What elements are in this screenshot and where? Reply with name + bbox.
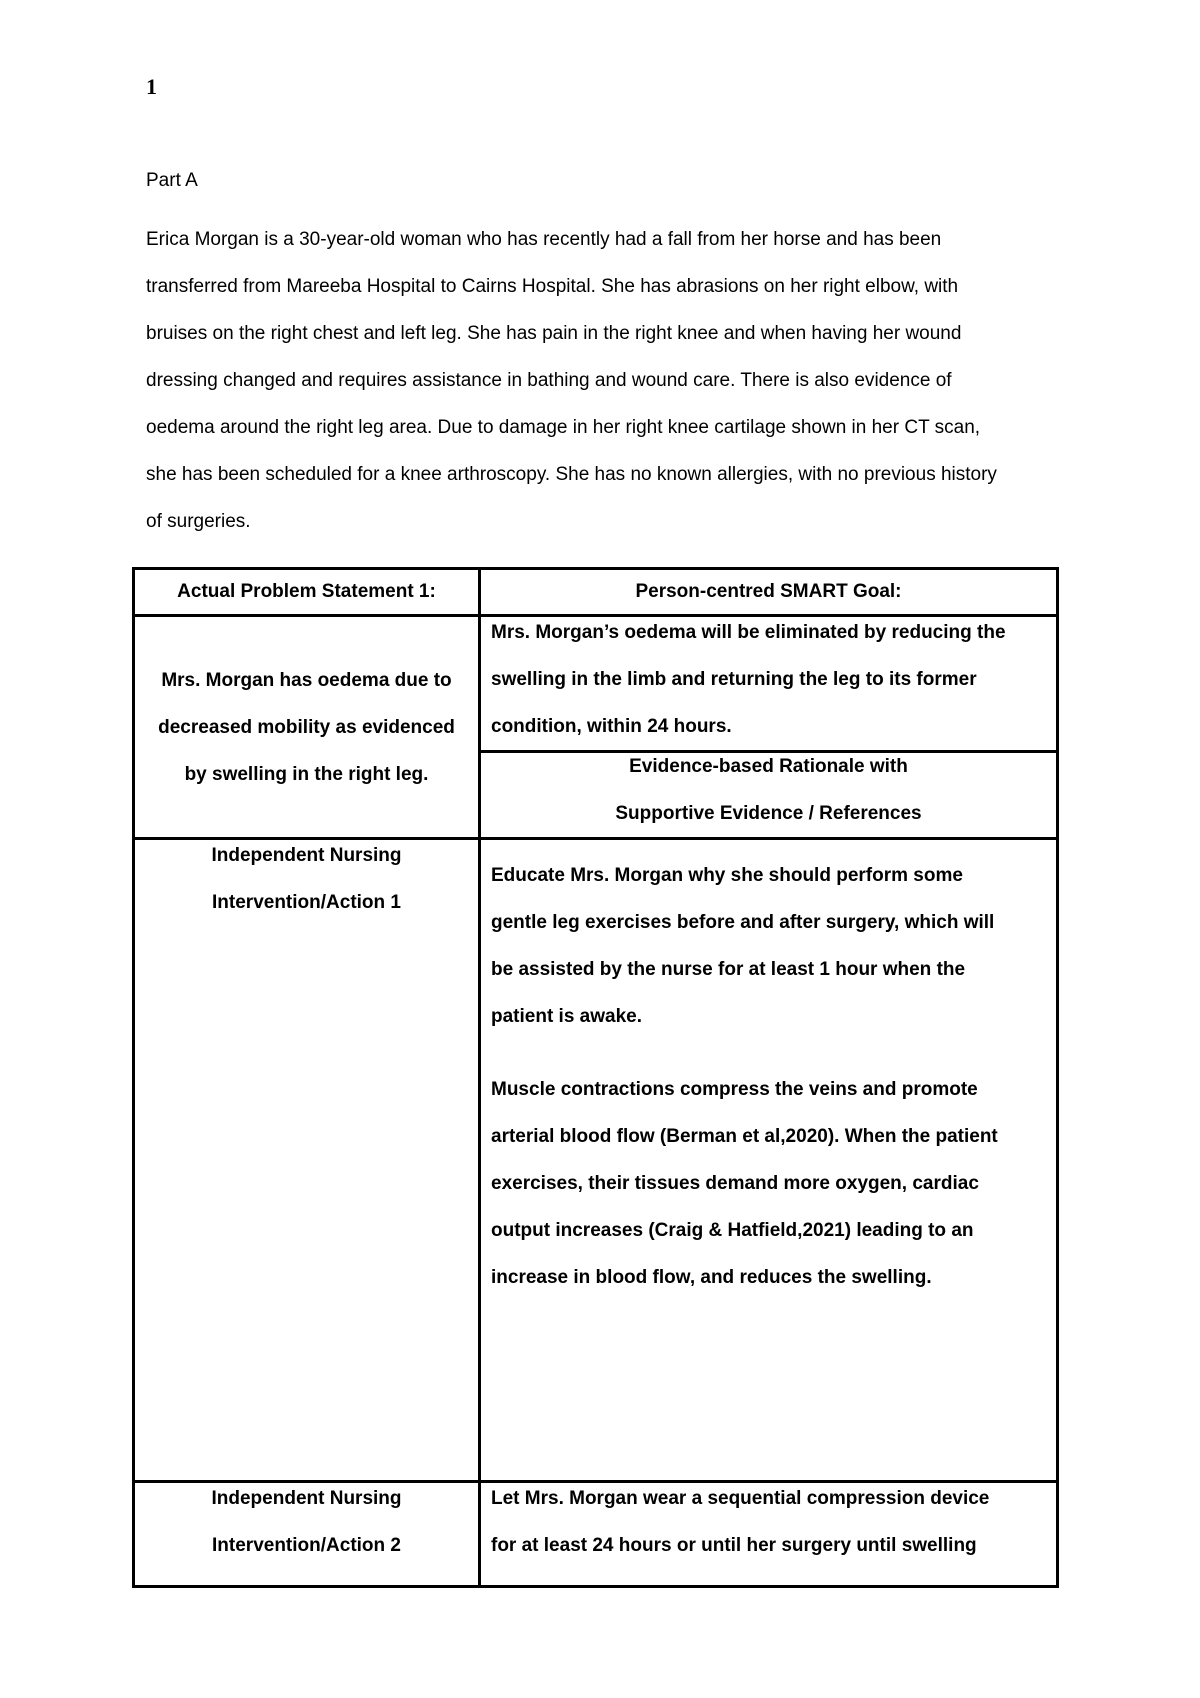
table-row xyxy=(134,839,1058,1482)
intervention-2-label-cell xyxy=(134,1482,480,1587)
rationale-header-line: Supportive Evidence / References xyxy=(615,803,922,824)
action-line: Let Mrs. Morgan wear a sequential compression device xyxy=(491,1488,990,1509)
action-line: gentle leg exercises before and after surgery, which will xyxy=(491,912,995,933)
intro-line: Erica Morgan is a 30-year-old woman who has recently had a fall from her horse and has been xyxy=(146,229,942,250)
intro-line: of surgeries. xyxy=(146,511,251,532)
smart-goal-cell xyxy=(480,616,1058,752)
intervention-1-detail-cell xyxy=(480,839,1058,1482)
rationale-header-cell xyxy=(480,752,1058,839)
intervention-label-line: Intervention/Action 1 xyxy=(212,892,401,913)
intro-line: she has been scheduled for a knee arthroscopy. She has no known allergies, with no previous history xyxy=(146,464,997,485)
section-title: Part A xyxy=(146,170,198,191)
problem-line: by swelling in the right leg. xyxy=(184,763,429,785)
rationale-line: increase in blood flow, and reduces the swelling. xyxy=(491,1267,932,1288)
intro-line: transferred from Mareeba Hospital to Cairns Hospital. She has abrasions on her right elbow, with xyxy=(146,276,959,297)
action-line: for at least 24 hours or until her surgery until swelling xyxy=(491,1535,977,1556)
intervention-2-detail-cell xyxy=(480,1482,1058,1587)
action-line: patient is awake. xyxy=(491,1006,643,1027)
action-line: be assisted by the nurse for at least 1 hour when the xyxy=(491,959,966,980)
header-problem-statement: Actual Problem Statement 1: xyxy=(134,569,480,616)
rationale-line: output increases (Craig & Hatfield,2021) leading to an xyxy=(491,1220,974,1241)
intervention-label-line: Independent Nursing xyxy=(211,845,402,866)
care-plan-table xyxy=(132,567,1059,1588)
case-introduction xyxy=(146,216,1066,545)
rationale-line: Muscle contractions compress the veins and promote xyxy=(491,1079,978,1100)
rationale-header-line: Evidence-based Rationale with xyxy=(629,756,908,777)
table-row xyxy=(134,1482,1058,1587)
table-row xyxy=(134,616,1058,752)
intro-line: dressing changed and requires assistance in bathing and wound care. There is also evidence of xyxy=(146,370,952,391)
intro-line: oedema around the right leg area. Due to damage in her right knee cartilage shown in her CT scan, xyxy=(146,417,981,438)
intro-line: bruises on the right chest and left leg. She has pain in the right knee and when having her wound xyxy=(146,323,962,344)
intervention-1-label-cell xyxy=(134,839,480,1482)
goal-line: swelling in the limb and returning the leg to its former xyxy=(491,669,977,690)
problem-statement-cell xyxy=(134,616,480,839)
problem-line: Mrs. Morgan has oedema due to xyxy=(161,669,452,691)
goal-line: Mrs. Morgan’s oedema will be eliminated by reducing the xyxy=(491,622,1006,643)
intervention-label-line: Independent Nursing xyxy=(211,1488,402,1509)
rationale-line: arterial blood flow (Berman et al,2020). When the patient xyxy=(491,1126,998,1147)
header-smart-goal: Person-centred SMART Goal: xyxy=(480,569,1058,616)
rationale-line: exercises, their tissues demand more oxygen, cardiac xyxy=(491,1173,979,1194)
intervention-label-line: Intervention/Action 2 xyxy=(212,1535,401,1556)
paragraph-gap xyxy=(491,1040,1046,1066)
action-line: Educate Mrs. Morgan why she should perform some xyxy=(491,865,963,886)
goal-line: condition, within 24 hours. xyxy=(491,716,732,737)
page-number: 1 xyxy=(146,74,157,99)
problem-line: decreased mobility as evidenced xyxy=(158,716,455,738)
